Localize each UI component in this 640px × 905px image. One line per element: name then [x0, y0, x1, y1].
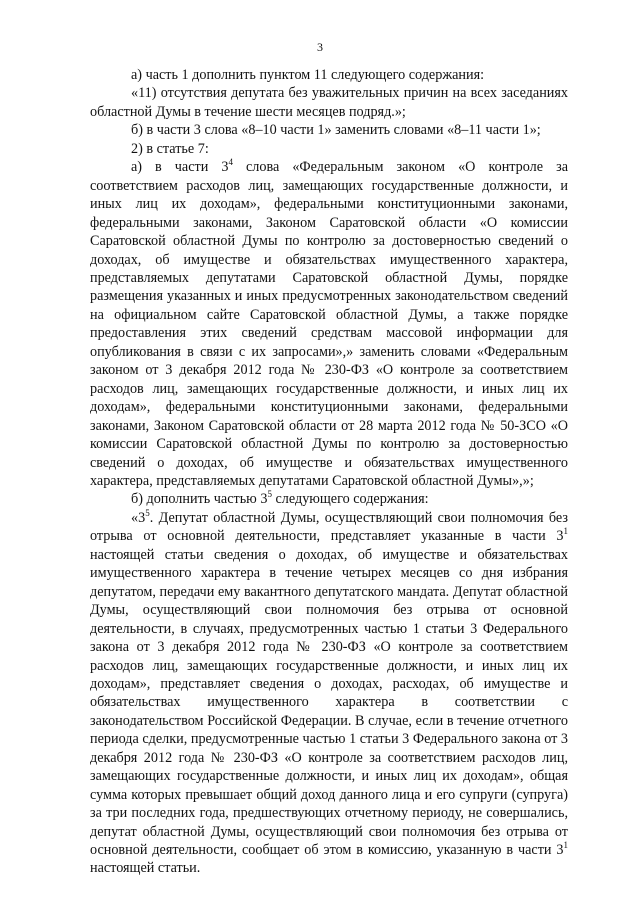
text-run: б) в части 3 слова «8–10 части 1» заменить словами «8–11 части 1»;	[131, 122, 541, 139]
text-run: следующего содержания:	[271, 491, 429, 508]
paragraph	[90, 84, 568, 121]
superscript: 4	[228, 157, 233, 168]
text-run: а) в части 3	[131, 159, 229, 176]
text-run: «3	[131, 509, 146, 526]
text-run: 2) в статье 7:	[131, 140, 209, 157]
text-run: настоящей статьи сведения о доходах, об имуществе и обязательствах имущественного характера в течение четырех месяцев со дня избрания депутатом, передачи ему вакантного депутатского мандата. Депутат областной Думы, осуществляющий свои полномочия без отрыва от основной деятельности, в случаях, предусмотренных частью 1 статьи 3 Федерального закона от 3 декабря 2012 года № 230-ФЗ «О контроле за соответствием расходов лиц, замещающих государственные должности, и иных лиц их доходам», представляет сведения о доходах, расходах, об имуществе и обязательствах имущественного характера в соответствии с законодательством Российской Федерации. В случае, если в течение отчетного периода сделки, предусмотренные частью 1 статьи 3 Федерального закона от 3 декабря 2012 года № 230-ФЗ «О контроле за соответствием расходов лиц, замещающих государственные должности, и иных лиц их доходам», общая сумма которых превышает общий доход данного лица и его супруги (супруга) за три последних года, предшествующих отчетному периоду, не совершались, депутат областной Думы, осуществляющий свои полномочия без отрыва от основной деятельности, сообщает об этом в комиссию, указанную в части 3	[90, 546, 568, 859]
paragraph	[90, 158, 568, 490]
text-run: слова «Федеральным законом «О контроле за соответствием расходов лиц, замещающих государственные должности, и иных лиц их доходам», федеральными конституционными законами, федеральными законами, Законом Саратовской области «О комиссии Саратовской областной Думы по контролю за достоверностью сведений о доходах, об имуществе и обязательствах имущественного характера, представляемых депутатами Саратовской областной Думы, порядке размещения указанных и иных предусмотренных законодательством сведений на официальном сайте Саратовской областной Думы, а также порядке предоставления этих сведений средствам массовой информации для опубликования в связи с их запросами»,» заменить словами «Федеральным законом от 3 декабря 2012 года № 230-ФЗ «О контроле за соответствием расходов лиц, замещающих государственные должности, и иных лиц их доходам», федеральными конституционными законами, федеральными законами, Законом Саратовской области от 28 марта 2012 года № 50-ЗСО «О комиссии Саратовской областной Думы по контролю за достоверностью сведений о доходах, об имуществе и обязательствах имущественного характера, представляемых депутатами Саратовской областной Думы»,»;	[90, 159, 568, 489]
text-run: а) часть 1 дополнить пунктом 11 следующего содержания:	[131, 67, 485, 83]
paragraph	[90, 140, 568, 158]
paragraph	[90, 509, 568, 878]
superscript: 5	[267, 489, 272, 500]
text-run: . Депутат областной Думы, осуществляющий свои полномочия без отрыва от основной деятельности, представляет указанные в части 3	[90, 509, 568, 545]
text-run: б) дополнить частью 3	[131, 491, 268, 508]
text-run: настоящей статьи.	[90, 860, 201, 877]
paragraph	[90, 490, 568, 508]
superscript: 1	[563, 840, 568, 851]
superscript: 5	[145, 507, 150, 518]
paragraph	[90, 121, 568, 139]
text-run: «11) отсутствия депутата без уважительных причин на всех заседаниях областной Думы в течение шести месяцев подряд.»;	[90, 85, 568, 120]
page-number: 3	[317, 40, 323, 54]
superscript: 1	[563, 526, 568, 537]
document-body	[90, 66, 568, 878]
paragraph	[90, 66, 568, 84]
